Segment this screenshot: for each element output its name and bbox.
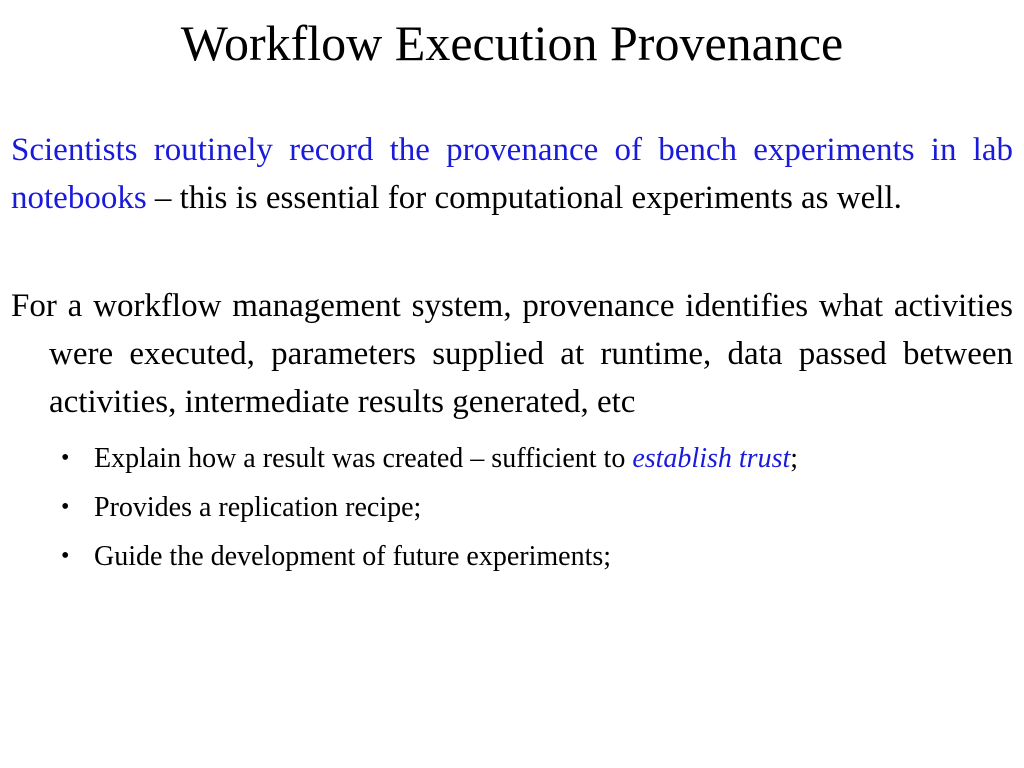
slide-title: Workflow Execution Provenance — [180, 15, 844, 71]
bullet-icon: • — [61, 445, 70, 471]
intro-paragraph — [11, 126, 1013, 222]
bullet-text-before: Explain how a result was created – sufficient to — [94, 443, 633, 474]
intro-dash: – — [154, 180, 172, 216]
bullet-icon: • — [61, 494, 70, 520]
bullet-icon: • — [61, 543, 70, 569]
bullet-text-after: ; — [790, 443, 799, 474]
bullet-emphasis: establish trust — [632, 443, 791, 474]
bullet-item-replication — [11, 483, 1013, 532]
provenance-paragraph: For a workflow management system, provenance identifies what activities were executed, parameters supplied at runtime, data passed between activities, intermediate results generated, etc — [11, 288, 1013, 420]
bullet-item-guide — [11, 532, 1013, 581]
intro-highlight: Scientists routinely record the provenance of bench experiments in lab notebooks — [11, 132, 1013, 216]
bullet-item-explain — [11, 434, 1013, 483]
slide-body — [11, 126, 1013, 581]
bullet-list — [11, 434, 1013, 581]
bullet-text: Guide the development of future experiments; — [94, 541, 612, 572]
bullet-text: Provides a replication recipe; — [94, 492, 422, 523]
intro-rest: this is essential for computational experiments as well. — [179, 180, 902, 216]
